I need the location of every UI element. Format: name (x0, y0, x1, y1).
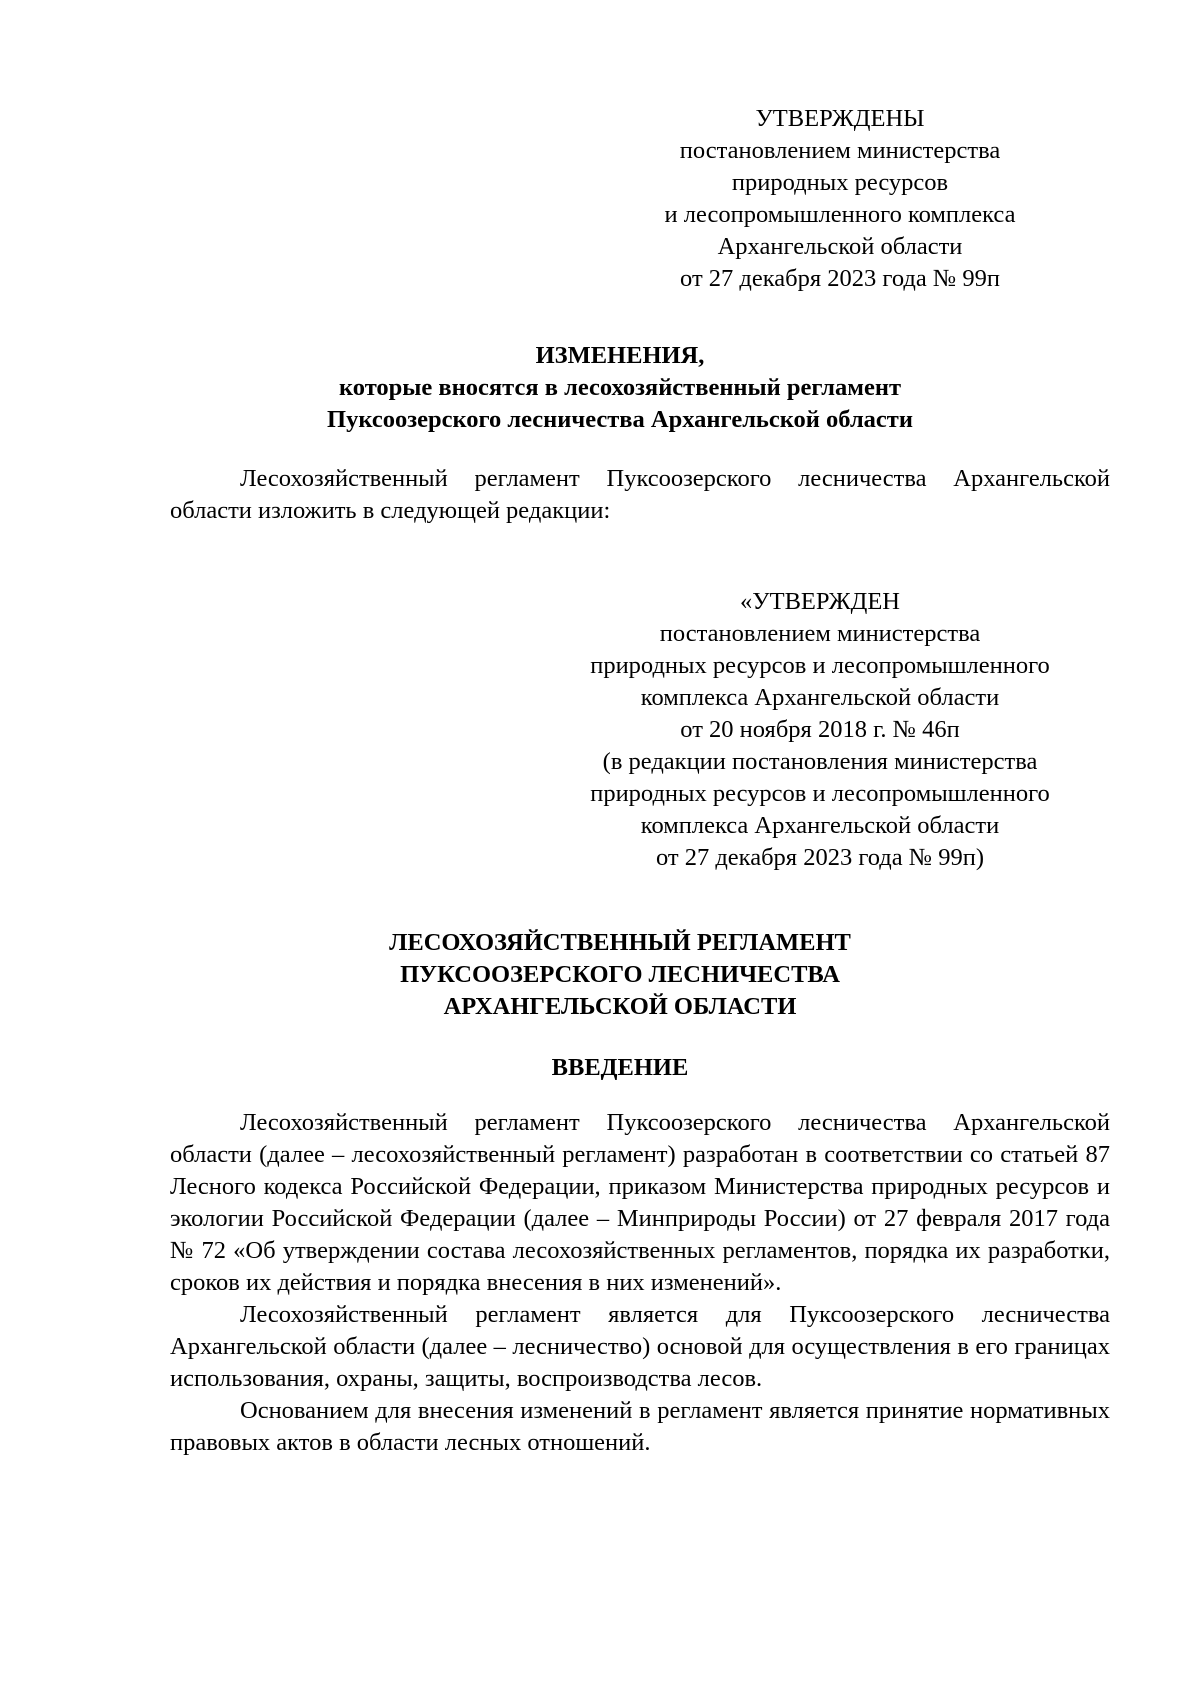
regulation-title-line: АРХАНГЕЛЬСКОЙ ОБЛАСТИ (443, 993, 797, 1020)
introduction-body (170, 1107, 1110, 1459)
approval-stamp-quoted (560, 586, 1080, 874)
approval-title: УТВЕРЖДЕНЫ (755, 105, 925, 132)
approval-line: Архангельской области (717, 233, 963, 260)
changes-heading (160, 340, 1080, 436)
approval-line: природных ресурсов и лесопромышленного (590, 652, 1050, 679)
changes-subtitle-line: которые вносятся в лесохозяйственный регламент (338, 374, 902, 401)
approval-date-line: от 20 ноября 2018 г. № 46п (680, 716, 960, 743)
approval-line: и лесопромышленного комплекса (664, 201, 1016, 228)
paragraph: Лесохозяйственный регламент Пуксоозерского лесничества Архангельской области (далее – лесохозяйственный регламент) разработан в соответствии со статьей 87 Лесного кодекса Российской Федерации, приказом Министерства природных ресурсов и экологии Российской Федерации (далее – Минприроды России) от 27 февраля 2017 года № 72 «Об утверждении состава лесохозяйственных регламентов, порядка их разработки, сроков их действия и порядка внесения в них изменений». (170, 1109, 1110, 1296)
section-title: ВВЕДЕНИЕ (551, 1054, 689, 1081)
paragraph: Лесохозяйственный регламент является для Пуксоозерского лесничества Архангельской области (далее – лесничество) основой для осуществления в его границах использования, охраны, защиты, воспроизводства лесов. (170, 1301, 1110, 1392)
regulation-heading (160, 927, 1080, 1023)
regulation-title-line: ПУКСООЗЕРСКОГО ЛЕСНИЧЕСТВА (400, 961, 840, 988)
paragraph: Основанием для внесения изменений в регламент является принятие нормативных правовых актов в области лесных отношений. (170, 1397, 1110, 1456)
approval-date-line: от 27 декабря 2023 года № 99п) (655, 844, 985, 871)
regulation-title-line: ЛЕСОХОЗЯЙСТВЕННЫЙ РЕГЛАМЕНТ (389, 929, 851, 956)
approval-line: постановлением министерства (659, 620, 981, 647)
section-heading-introduction (160, 1052, 1080, 1084)
approval-line: постановлением министерства (679, 137, 1001, 164)
changes-paragraph: Лесохозяйственный регламент Пуксоозерского лесничества Архангельской области изложить в следующей редакции: (170, 465, 1110, 524)
changes-subtitle-line: Пуксоозерского лесничества Архангельской области (327, 406, 913, 433)
changes-body (170, 463, 1110, 527)
approval-line: комплекса Архангельской области (640, 812, 1000, 839)
approval-stamp-top (600, 103, 1080, 295)
approval-line: (в редакции постановления министерства (602, 748, 1038, 775)
approval-line: природных ресурсов (731, 169, 949, 196)
approval-title: «УТВЕРЖДЕН (740, 588, 900, 615)
changes-title: ИЗМЕНЕНИЯ, (535, 342, 705, 369)
approval-line: природных ресурсов и лесопромышленного (590, 780, 1050, 807)
approval-date-line: от 27 декабря 2023 года № 99п (680, 265, 1000, 292)
approval-line: комплекса Архангельской области (640, 684, 1000, 711)
